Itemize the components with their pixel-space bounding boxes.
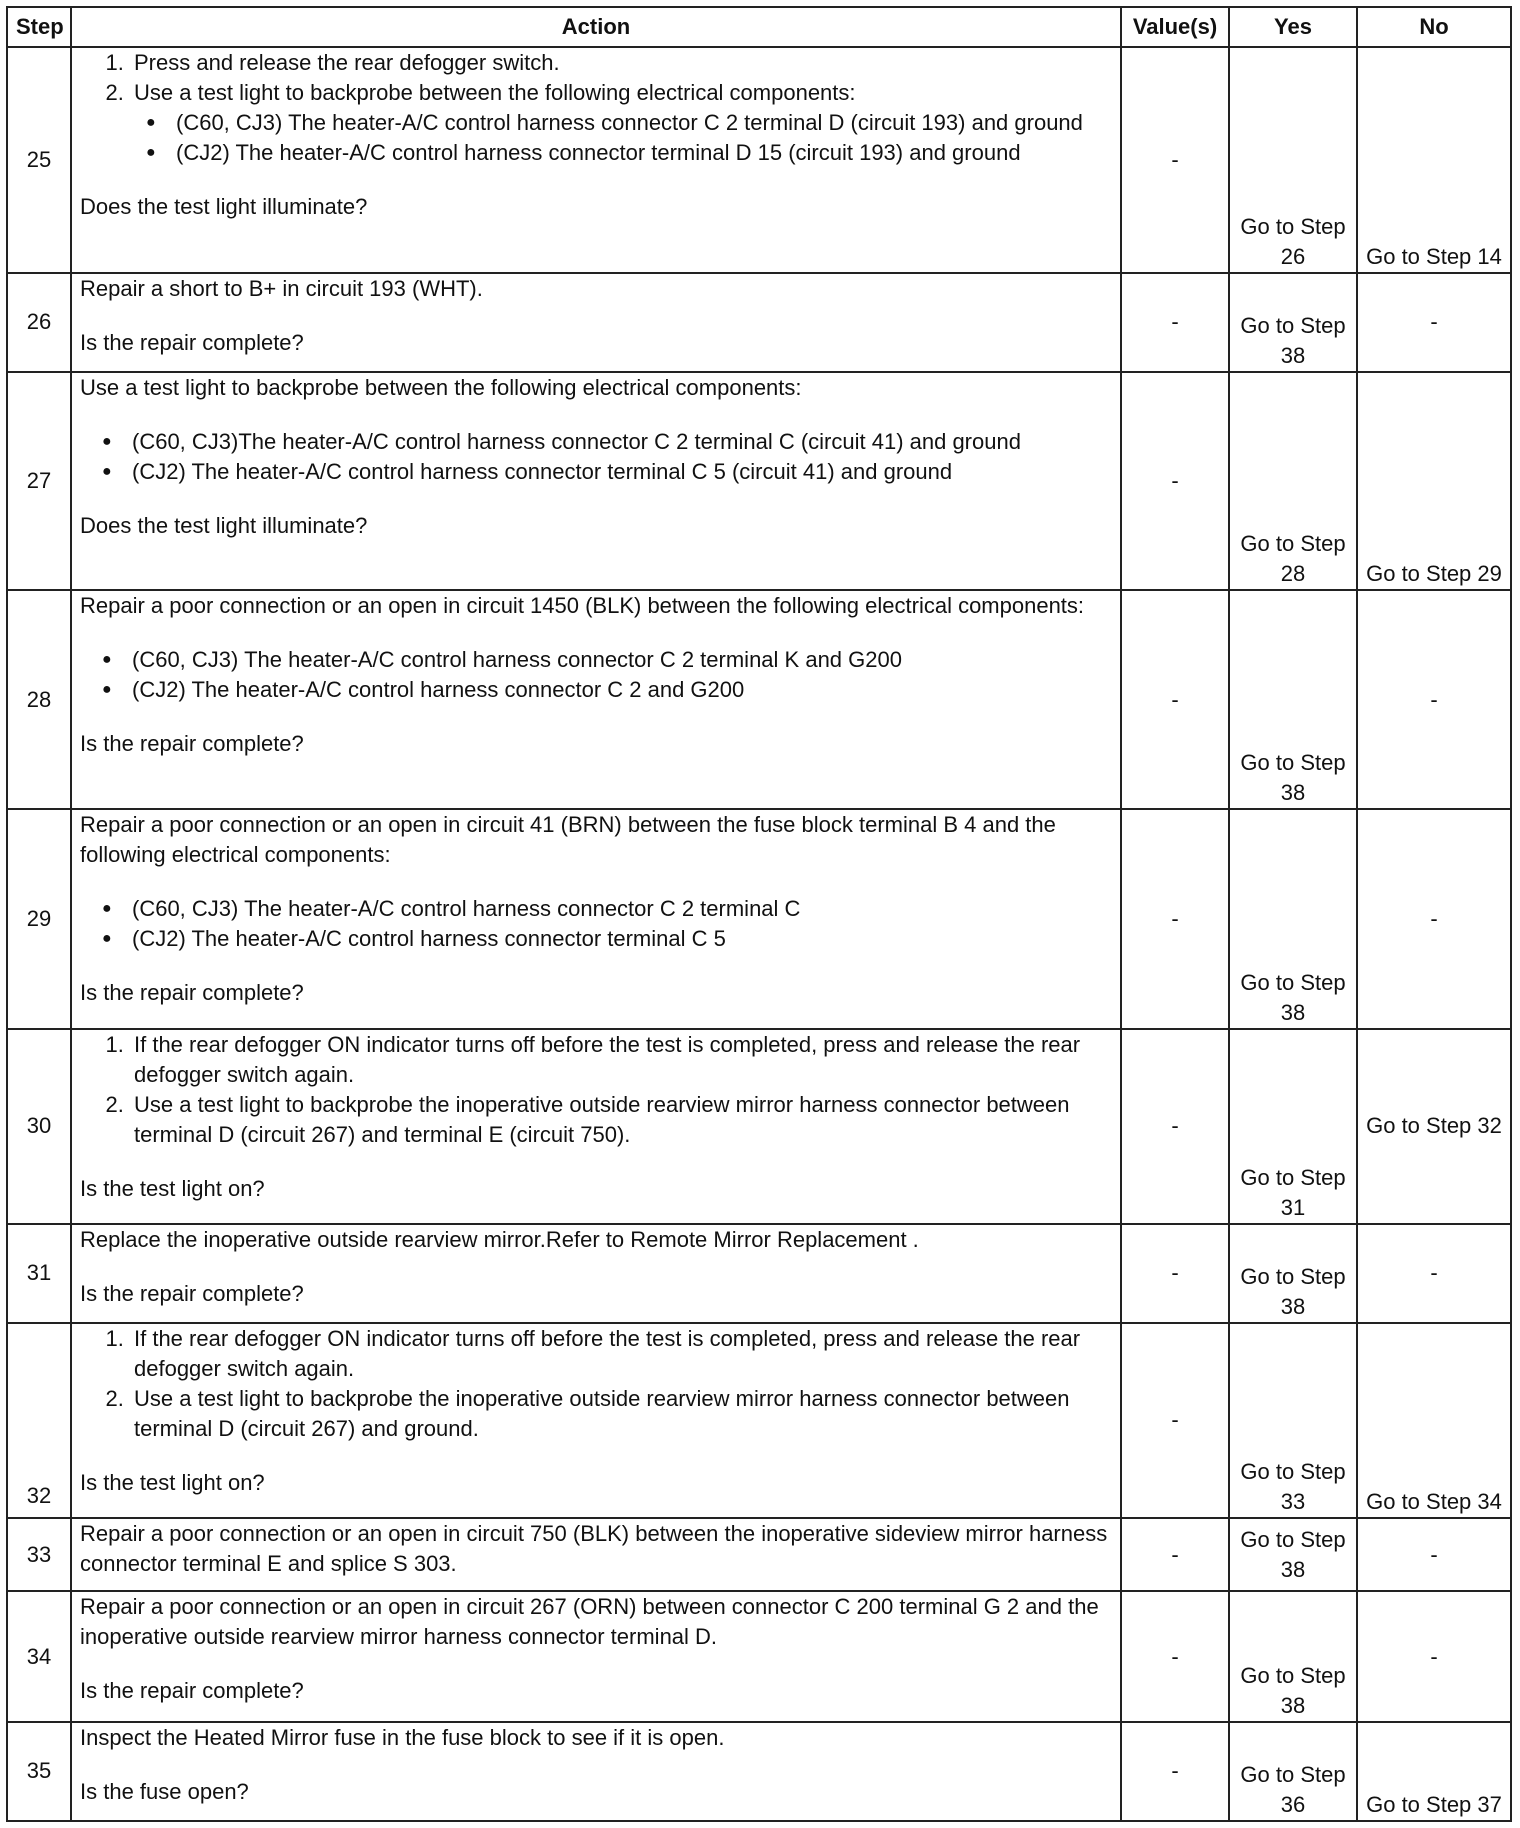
no-cell: -	[1357, 1591, 1511, 1722]
question: Is the fuse open?	[80, 1778, 249, 1804]
action-cell	[71, 1591, 1121, 1722]
step-number: 28	[7, 590, 71, 809]
yes-cell: Go to Step 38	[1229, 1518, 1357, 1591]
step-number: 27	[7, 372, 71, 590]
list-item: 2. Use a test light to backprobe the inoperative outside rearview mirror harness connector between terminal D (circuit 267) and ground.	[130, 1384, 1112, 1444]
value-cell: -	[1121, 273, 1229, 372]
header-action: Action	[71, 7, 1121, 47]
bullet-list	[80, 427, 1112, 487]
numbered-list	[80, 1324, 1112, 1444]
no-cell: Go to Step 37	[1357, 1722, 1511, 1821]
yes-cell: Go to Step 38	[1229, 1224, 1357, 1323]
value-cell: -	[1121, 590, 1229, 809]
step-number: 35	[7, 1722, 71, 1821]
bullet-item: ● (C60, CJ3) The heater-A/C control harness connector C 2 terminal C	[130, 894, 1112, 924]
value-cell: -	[1121, 47, 1229, 273]
table-row-26	[7, 273, 1511, 372]
list-item: 2. Use a test light to backprobe the inoperative outside rearview mirror harness connector between terminal D (circuit 267) and terminal E (circuit 750).	[130, 1090, 1112, 1150]
bullet-list	[80, 894, 1112, 954]
bullet-item: ● (CJ2) The heater-A/C control harness connector terminal C 5 (circuit 41) and ground	[130, 457, 1112, 487]
no-cell: -	[1357, 1224, 1511, 1323]
table-row-28	[7, 590, 1511, 809]
action-text: Repair a poor connection or an open in circuit 1450 (BLK) between the following electrical components:	[80, 592, 1085, 618]
header-values: Value(s)	[1121, 7, 1229, 47]
bullet-item: ● (C60, CJ3) The heater-A/C control harness connector C 2 terminal D (circuit 193) and ground	[174, 108, 1112, 138]
action-text: Repair a short to B+ in circuit 193 (WHT).	[80, 275, 483, 301]
value-cell: -	[1121, 1591, 1229, 1722]
yes-cell: Go to Step 28	[1229, 372, 1357, 590]
diagnostic-table	[6, 6, 1512, 1822]
question: Does the test light illuminate?	[80, 194, 368, 219]
question: Does the test light illuminate?	[80, 512, 368, 538]
action-cell	[71, 590, 1121, 809]
table-row-32	[7, 1323, 1511, 1518]
action-cell	[71, 809, 1121, 1028]
table-row-34	[7, 1591, 1511, 1722]
action-text: Repair a poor connection or an open in circuit 41 (BRN) between the fuse block terminal B 4 and the following electrical components:	[80, 812, 1056, 868]
action-cell	[71, 1224, 1121, 1323]
yes-cell: Go to Step 38	[1229, 1591, 1357, 1722]
no-cell: Go to Step 29	[1357, 372, 1511, 590]
step-number: 29	[7, 809, 71, 1028]
step-number: 30	[7, 1029, 71, 1224]
yes-cell: Go to Step 36	[1229, 1722, 1357, 1821]
action-cell	[71, 1518, 1121, 1591]
step-number: 32	[7, 1323, 71, 1518]
header-no: No	[1357, 7, 1511, 47]
list-item	[130, 78, 1112, 168]
header-row	[7, 7, 1511, 47]
bullet-list	[134, 108, 1112, 168]
no-cell: Go to Step 34	[1357, 1323, 1511, 1518]
list-item: 1. If the rear defogger ON indicator turns off before the test is completed, press and release the rear defogger switch again.	[130, 1324, 1112, 1384]
no-cell: Go to Step 14	[1357, 47, 1511, 273]
bullet-item: ● (CJ2) The heater-A/C control harness connector terminal D 15 (circuit 193) and ground	[174, 138, 1112, 168]
yes-cell: Go to Step 31	[1229, 1029, 1357, 1224]
action-cell	[71, 273, 1121, 372]
action-cell	[71, 47, 1121, 273]
no-cell: -	[1357, 1518, 1511, 1591]
question: Is the repair complete?	[80, 980, 304, 1006]
question: Is the test light on?	[80, 1175, 265, 1201]
no-cell: Go to Step 32	[1357, 1029, 1511, 1224]
list-item-text: Use a test light to backprobe between the following electrical components:	[134, 80, 856, 105]
value-cell: -	[1121, 1029, 1229, 1224]
header-yes: Yes	[1229, 7, 1357, 47]
question: Is the repair complete?	[80, 329, 304, 355]
question: Is the repair complete?	[80, 730, 304, 756]
table-row-30	[7, 1029, 1511, 1224]
yes-cell: Go to Step 26	[1229, 47, 1357, 273]
bullet-item: ● (C60, CJ3)The heater-A/C control harness connector C 2 terminal C (circuit 41) and ground	[130, 427, 1112, 457]
bullet-item: ● (CJ2) The heater-A/C control harness connector terminal C 5	[130, 924, 1112, 954]
question: Is the test light on?	[80, 1469, 265, 1495]
step-number: 25	[7, 47, 71, 273]
step-number: 33	[7, 1518, 71, 1591]
value-cell: -	[1121, 809, 1229, 1028]
action-text: Repair a poor connection or an open in circuit 267 (ORN) between connector C 200 terminal G 2 and the inoperative outside rearview mirror harness connector terminal D.	[80, 1594, 1099, 1650]
header-step: Step	[7, 7, 71, 47]
list-item: 1. Press and release the rear defogger switch.	[130, 48, 1112, 78]
action-cell	[71, 1323, 1121, 1518]
value-cell: -	[1121, 1722, 1229, 1821]
question: Is the repair complete?	[80, 1678, 304, 1704]
action-text: Use a test light to backprobe between the following electrical components:	[80, 374, 802, 400]
table-row-35	[7, 1722, 1511, 1821]
action-text: Inspect the Heated Mirror fuse in the fuse block to see if it is open.	[80, 1724, 725, 1750]
table-row-33	[7, 1518, 1511, 1591]
table-row-31	[7, 1224, 1511, 1323]
value-cell: -	[1121, 1323, 1229, 1518]
question: Is the repair complete?	[80, 1280, 304, 1306]
table-row-27	[7, 372, 1511, 590]
action-cell	[71, 1722, 1121, 1821]
value-cell: -	[1121, 1224, 1229, 1323]
table-row-29	[7, 809, 1511, 1028]
yes-cell: Go to Step 33	[1229, 1323, 1357, 1518]
bullet-item: ● (C60, CJ3) The heater-A/C control harness connector C 2 terminal K and G200	[130, 645, 1112, 675]
action-text: Replace the inoperative outside rearview mirror.Refer to Remote Mirror Replacement .	[80, 1226, 919, 1252]
action-text: Repair a poor connection or an open in circuit 750 (BLK) between the inoperative sideview mirror harness connector terminal E and splice S 303.	[80, 1520, 1108, 1576]
no-cell: -	[1357, 809, 1511, 1028]
step-number: 34	[7, 1591, 71, 1722]
value-cell: -	[1121, 372, 1229, 590]
yes-cell: Go to Step 38	[1229, 590, 1357, 809]
value-cell: -	[1121, 1518, 1229, 1591]
action-cell	[71, 372, 1121, 590]
yes-cell: Go to Step 38	[1229, 273, 1357, 372]
action-cell	[71, 1029, 1121, 1224]
numbered-list	[80, 1030, 1112, 1150]
yes-cell: Go to Step 38	[1229, 809, 1357, 1028]
step-number: 31	[7, 1224, 71, 1323]
step-number: 26	[7, 273, 71, 372]
bullet-item: ● (CJ2) The heater-A/C control harness connector C 2 and G200	[130, 675, 1112, 705]
numbered-list	[80, 48, 1112, 168]
list-item: 1. If the rear defogger ON indicator turns off before the test is completed, press and release the rear defogger switch again.	[130, 1030, 1112, 1090]
table-row-25	[7, 47, 1511, 273]
bullet-list	[80, 645, 1112, 705]
no-cell: -	[1357, 273, 1511, 372]
no-cell: -	[1357, 590, 1511, 809]
